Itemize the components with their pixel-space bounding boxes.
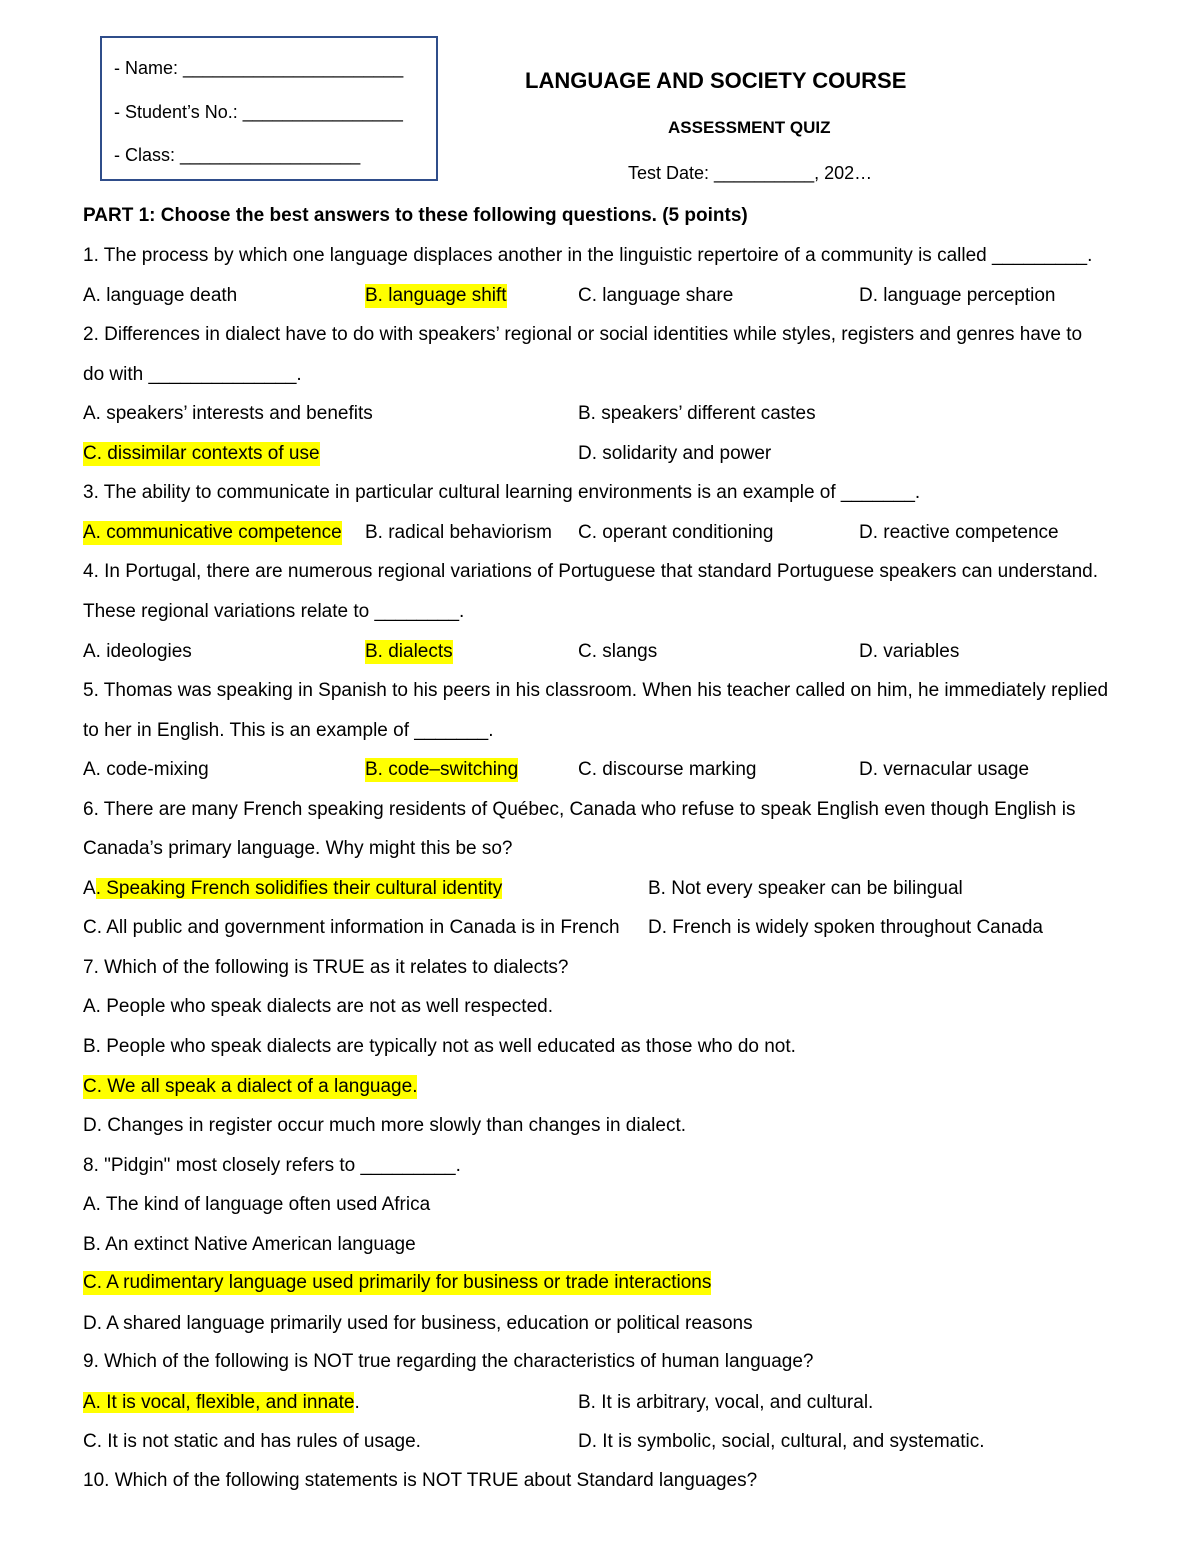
q6-option-b[interactable]: B. Not every speaker can be bilingual (648, 878, 963, 899)
question-7: 7. Which of the following is TRUE as it relates to dialects? (83, 957, 569, 978)
q6-option-a[interactable] (83, 877, 502, 901)
q3-option-a[interactable]: A. communicative competence (83, 522, 342, 543)
q6-option-a-text: . Speaking French solidifies their cultural identity (95, 878, 503, 899)
question-10: 10. Which of the following statements is NOT TRUE about Standard languages? (83, 1470, 758, 1491)
q9-option-b[interactable]: B. It is arbitrary, vocal, and cultural. (578, 1392, 874, 1413)
q5-option-b[interactable]: B. code–switching (365, 759, 519, 780)
q3-option-d[interactable]: D. reactive competence (859, 522, 1059, 543)
q3-option-c[interactable]: C. operant conditioning (578, 522, 774, 543)
question-2-line-1: 2. Differences in dialect have to do with speakers’ regional or social identities while styles, registers and genres have to (83, 324, 1083, 345)
question-1: 1. The process by which one language displaces another in the linguistic repertoire of a community is called _________. (83, 245, 1093, 266)
question-9: 9. Which of the following is NOT true regarding the characteristics of human language? (83, 1351, 814, 1372)
q8-option-b[interactable]: B. An extinct Native American language (83, 1234, 416, 1255)
q7-option-d[interactable]: D. Changes in register occur much more slowly than changes in dialect. (83, 1115, 687, 1136)
q5-option-c[interactable]: C. discourse marking (578, 759, 757, 780)
q2-option-c[interactable]: C. dissimilar contexts of use (83, 443, 320, 464)
q6-option-d[interactable]: D. French is widely spoken throughout Canada (648, 917, 1044, 938)
q6-option-c[interactable]: C. All public and government information in Canada is in French (83, 917, 620, 938)
question-5-line-1: 5. Thomas was speaking in Spanish to his peers in his classroom. When his teacher called on him, he immediately replied (83, 680, 1109, 701)
student-number-field[interactable]: - Student’s No.: ________________ (114, 102, 403, 122)
q4-option-d[interactable]: D. variables (859, 641, 960, 662)
q1-option-c[interactable]: C. language share (578, 285, 734, 306)
class-field[interactable]: - Class: __________________ (114, 145, 361, 165)
page-title: LANGUAGE AND SOCIETY COURSE (525, 68, 907, 93)
student-info-box (100, 36, 438, 181)
q9-option-a-period: . (354, 1392, 360, 1413)
question-6-line-2: Canada’s primary language. Why might this be so? (83, 838, 513, 859)
q4-option-a[interactable]: A. ideologies (83, 641, 192, 662)
q7-option-b[interactable]: B. People who speak dialects are typically not as well educated as those who do not. (83, 1036, 796, 1057)
test-date-field[interactable]: Test Date: __________, 202… (628, 163, 873, 183)
q1-option-b[interactable]: B. language shift (365, 285, 507, 306)
q2-option-b[interactable]: B. speakers’ different castes (578, 403, 816, 424)
q8-option-a[interactable]: A. The kind of language often used Africa (83, 1194, 431, 1215)
q6-option-a-letter: A (83, 878, 96, 899)
q9-option-d[interactable]: D. It is symbolic, social, cultural, and systematic. (578, 1431, 985, 1452)
q9-option-a-text: A. It is vocal, flexible, and innate (83, 1392, 355, 1413)
page-subtitle: ASSESSMENT QUIZ (668, 118, 831, 137)
part1-heading: PART 1: Choose the best answers to these following questions. (5 points) (83, 205, 748, 226)
question-4-line-1: 4. In Portugal, there are numerous regional variations of Portuguese that standard Portuguese speakers can understand. (83, 561, 1099, 582)
question-8: 8. "Pidgin" most closely refers to _________. (83, 1155, 461, 1176)
q5-option-a[interactable]: A. code-mixing (83, 759, 209, 780)
question-5-line-2: to her in English. This is an example of _______. (83, 720, 494, 741)
q4-option-b[interactable]: B. dialects (365, 641, 453, 662)
q2-option-a[interactable]: A. speakers’ interests and benefits (83, 403, 373, 424)
q7-option-c[interactable]: C. We all speak a dialect of a language. (83, 1076, 418, 1097)
q1-option-a[interactable]: A. language death (83, 285, 238, 306)
q8-option-c[interactable]: C. A rudimentary language used primarily for business or trade interactions (83, 1272, 712, 1293)
q7-option-a[interactable]: A. People who speak dialects are not as well respected. (83, 996, 553, 1017)
q5-option-d[interactable]: D. vernacular usage (859, 759, 1030, 780)
q3-option-b[interactable]: B. radical behaviorism (365, 522, 552, 543)
name-field[interactable]: - Name: ______________________ (114, 58, 404, 78)
question-3: 3. The ability to communicate in particular cultural learning environments is an example of _______. (83, 482, 921, 503)
question-6-line-1: 6. There are many French speaking residents of Québec, Canada who refuse to speak English even though English is (83, 799, 1076, 820)
q9-option-a[interactable] (83, 1391, 360, 1415)
q9-option-c[interactable]: C. It is not static and has rules of usage. (83, 1431, 421, 1452)
question-2-line-2: do with ______________. (83, 364, 302, 385)
q2-option-d[interactable]: D. solidarity and power (578, 443, 772, 464)
q8-option-d[interactable]: D. A shared language primarily used for business, education or political reasons (83, 1313, 753, 1334)
q1-option-d[interactable]: D. language perception (859, 285, 1056, 306)
question-4-line-2: These regional variations relate to ________. (83, 601, 465, 622)
q4-option-c[interactable]: C. slangs (578, 641, 658, 662)
